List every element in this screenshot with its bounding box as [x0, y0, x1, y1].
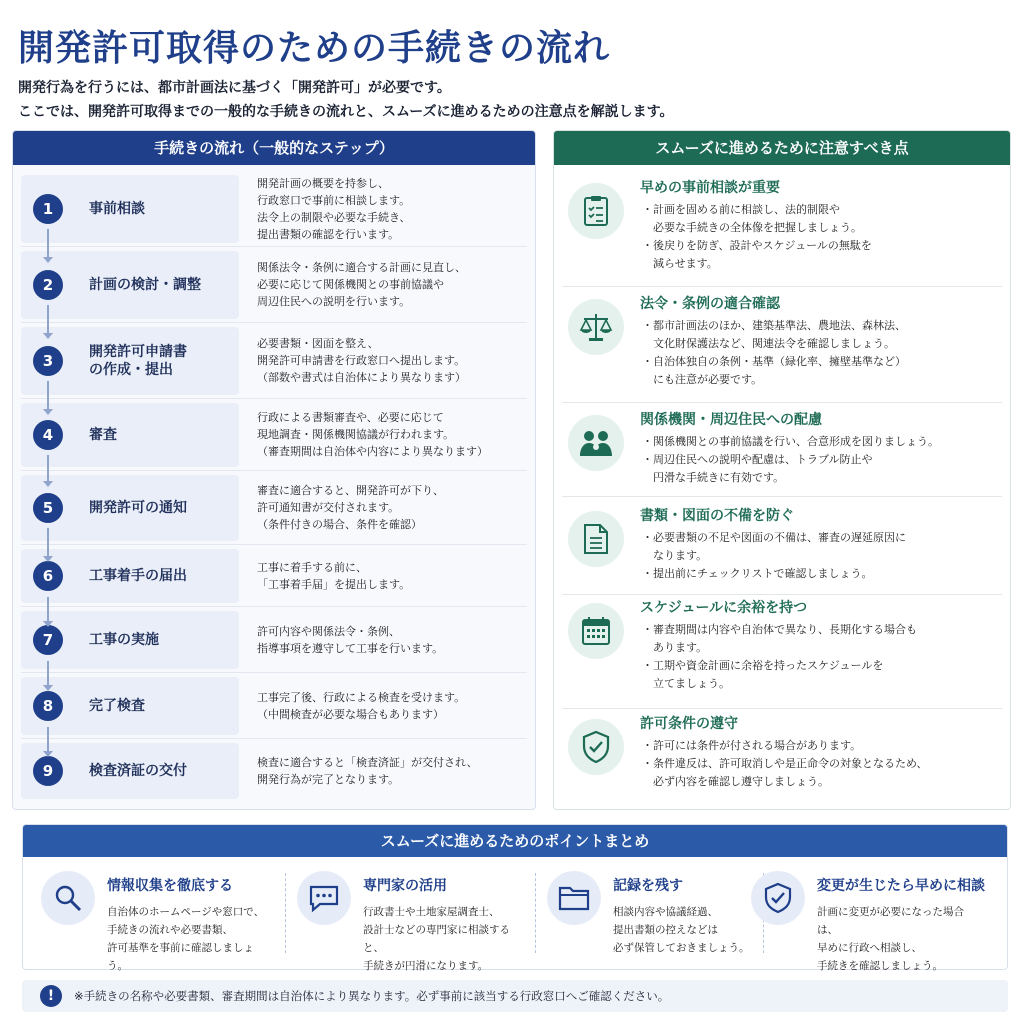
- tip-item: [562, 407, 1002, 497]
- step-description: 開発計画の概要を持参し、 行政窓口で事前に相談します。 法令上の制限や必要な手続き、 提出書類の確認を行います。: [257, 176, 411, 241]
- tip-body: ・許可には条件が付される場合があります。 ・条件違反は、許可取消しや是正命令の対象となるため、 必ず内容を確認し遵守しましょう。: [642, 739, 928, 788]
- step-arrow-icon: [47, 661, 49, 687]
- shield-check-icon: [568, 719, 624, 775]
- step-number-badge: 8: [33, 691, 63, 721]
- tip-item: [562, 175, 1002, 287]
- flow-step-label-box: [21, 327, 239, 395]
- step-description: 工事に着手する前に、 「工事着手届」を提出します。: [257, 560, 411, 591]
- summary-panel: [22, 824, 1008, 970]
- flow-step-label-box: [21, 743, 239, 799]
- step-arrow-icon: [47, 455, 49, 483]
- summary-header: スムーズに進めるためのポイントまとめ: [23, 825, 1007, 857]
- footer-note: [22, 980, 1008, 1012]
- scales-icon: [568, 299, 624, 355]
- step-arrow-icon: [47, 381, 49, 411]
- step-title: 計画の検討・調整: [89, 276, 201, 293]
- step-arrow-icon: [47, 727, 49, 753]
- tip-item: [562, 503, 1002, 595]
- footer-note-text: ※手続きの名称や必要書類、審査期間は自治体により異なります。必ず事前に該当する行政窓口へご確認ください。: [74, 989, 670, 1003]
- checklist-icon: [568, 183, 624, 239]
- step-number-badge: 5: [33, 493, 63, 523]
- summary-point: [737, 869, 985, 972]
- step-description: 工事完了後、行政による検査を受けます。 （中間検査が必要な場合もあります）: [257, 690, 466, 721]
- step-number-badge: 7: [33, 625, 63, 655]
- tip-title: 関係機関・周辺住民への配慮: [640, 412, 822, 428]
- flow-step-label-box: [21, 677, 239, 735]
- tip-body: ・計画を固める前に相談し、法的制限や 必要な手続きの全体像を把握しましょう。 ・後戻りを防ぎ、設計やスケジュールの無駄を 減らせます。: [642, 203, 872, 270]
- flow-step: [21, 545, 527, 607]
- flow-step-label-box: [21, 175, 239, 243]
- step-number-badge: 2: [33, 270, 63, 300]
- flow-step: [21, 323, 527, 399]
- step-description: 許可内容や関係法令・条例、 指導事項を遵守して工事を行います。: [257, 624, 444, 655]
- step-title: 工事の実施: [89, 631, 159, 648]
- flow-header: 手続きの流れ（一般的なステップ）: [13, 131, 535, 165]
- summary-point-body: 行政書士や土地家屋調査士、 設計士などの専門家に相談すると、 手続きが円滑になります。: [363, 906, 510, 972]
- step-title: 検査済証の交付: [89, 763, 187, 779]
- step-description: 検査に適合すると「検査済証」が交付され、 開発行為が完了となります。: [257, 756, 478, 786]
- folder-icon: [547, 871, 601, 925]
- flow-steps: [13, 165, 535, 803]
- tip-body: ・関係機関との事前協議を行い、合意形成を図りましょう。 ・周辺住民への説明や配慮は、トラブル防止や 円滑な手続きに有効です。: [642, 435, 939, 484]
- step-title: 審査: [89, 426, 117, 443]
- step-number-badge: 3: [33, 346, 63, 376]
- step-description: 関係法令・条例に適合する計画に見直し、 必要に応じて関係機関との事前協議や 周辺住民への説明を行います。: [257, 261, 466, 308]
- intro-text: [18, 76, 673, 124]
- step-number-badge: 4: [33, 420, 63, 450]
- shield-check-icon: [751, 871, 805, 925]
- step-number-badge: 6: [33, 561, 63, 591]
- tip-title: 法令・条例の適合確認: [640, 296, 780, 312]
- flow-step: [21, 171, 527, 247]
- summary-point-body: 相談内容や協議経過、 提出書類の控えなどは 必ず保管しておきましょう。: [613, 906, 750, 954]
- chat-bubble-icon: [297, 871, 351, 925]
- flow-step: [21, 739, 527, 803]
- tips-header: スムーズに進めるために注意すべき点: [554, 131, 1010, 165]
- flow-step: [21, 399, 527, 471]
- tip-body: ・審査期間は内容や自治体で異なり、長期化する場合も あります。 ・工期や資金計画に余裕を持ったスケジュールを 立てましょう。: [642, 623, 917, 690]
- calendar-icon: [568, 603, 624, 659]
- tip-title: 早めの事前相談が重要: [640, 180, 780, 196]
- tip-body: ・都市計画法のほか、建築基準法、農地法、森林法、 文化財保護法など、関連法令を確認しましょう。 ・自治体独自の条例・基準（緑化率、擁壁基準など） にも注意が必要です。: [642, 319, 906, 386]
- flow-step-label-box: [21, 475, 239, 541]
- step-arrow-icon: [47, 597, 49, 623]
- people-icon: [568, 415, 624, 471]
- summary-point: [27, 869, 273, 972]
- step-arrow-icon: [47, 305, 49, 335]
- step-title: 完了検査: [89, 697, 145, 714]
- tip-title: 書類・図面の不備を防ぐ: [640, 508, 794, 524]
- tip-body: ・必要書類の不足や図面の不備は、審査の遅延原因に なります。 ・提出前にチェックリストで確認しましょう。: [642, 531, 906, 580]
- summary-point-body: 計画に変更が必要になった場合は、 早めに行政へ相談し、 手続きを確認しましょう。: [817, 906, 964, 972]
- tip-item: [562, 291, 1002, 403]
- step-description: 行政による書類審査や、必要に応じて 現地調査・関係機関協議が行われます。 （審査期間は自治体や内容により異なります）: [257, 411, 488, 458]
- flow-step-label-box: [21, 403, 239, 467]
- step-number-badge: 9: [33, 756, 63, 786]
- step-description: 審査に適合すると、開発許可が下り、 許可通知書が交付されます。 （条件付きの場合、条件を確認）: [257, 484, 444, 531]
- page-title: 開発許可取得のための手続きの流れ: [18, 28, 611, 69]
- summary-point-title: 変更が生じたら早めに相談: [817, 878, 985, 894]
- step-title: 開発許可の通知: [89, 499, 187, 516]
- document-icon: [568, 511, 624, 567]
- flow-step: [21, 471, 527, 545]
- flow-step: [21, 607, 527, 673]
- flow-step: [21, 247, 527, 323]
- summary-point-title: 情報収集を徹底する: [107, 878, 233, 894]
- step-title: 工事着手の届出: [89, 567, 187, 584]
- tip-item: [562, 595, 1002, 709]
- step-title: 開発許可申請書 の作成・提出: [89, 343, 187, 378]
- intro-line-2: ここでは、開発許可取得までの一般的な手続きの流れと、スムーズに進めるための注意点を解説します。: [18, 104, 674, 120]
- flow-step-label-box: [21, 549, 239, 603]
- flow-step-label-box: [21, 611, 239, 669]
- step-number-badge: 1: [33, 194, 63, 224]
- summary-point-title: 専門家の活用: [363, 878, 447, 894]
- step-arrow-icon: [47, 528, 49, 558]
- flow-step: [21, 673, 527, 739]
- summary-point-body: 自治体のホームページや窓口で、 手続きの流れや必要書類、 許可基準を事前に確認しましょう。: [107, 906, 265, 972]
- tip-title: スケジュールに余裕を持つ: [640, 600, 808, 616]
- intro-line-1: 開発行為を行うには、都市計画法に基づく「開発許可」が必要です。: [18, 80, 451, 96]
- tip-item: [562, 711, 1002, 803]
- step-title: 事前相談: [89, 200, 145, 217]
- step-description: 必要書類・図面を整え、 開発許可申請書を行政窓口へ提出します。 （部数や書式は自治体により異なります）: [257, 337, 466, 384]
- tip-title: 許可条件の遵守: [640, 716, 738, 732]
- summary-point-title: 記録を残す: [613, 878, 683, 894]
- tips-panel: [553, 130, 1011, 810]
- magnifier-icon: [41, 871, 95, 925]
- summary-point: [283, 869, 529, 972]
- flow-panel: [12, 130, 536, 810]
- flow-step-label-box: [21, 251, 239, 319]
- step-arrow-icon: [47, 229, 49, 259]
- exclamation-icon: !: [40, 985, 62, 1007]
